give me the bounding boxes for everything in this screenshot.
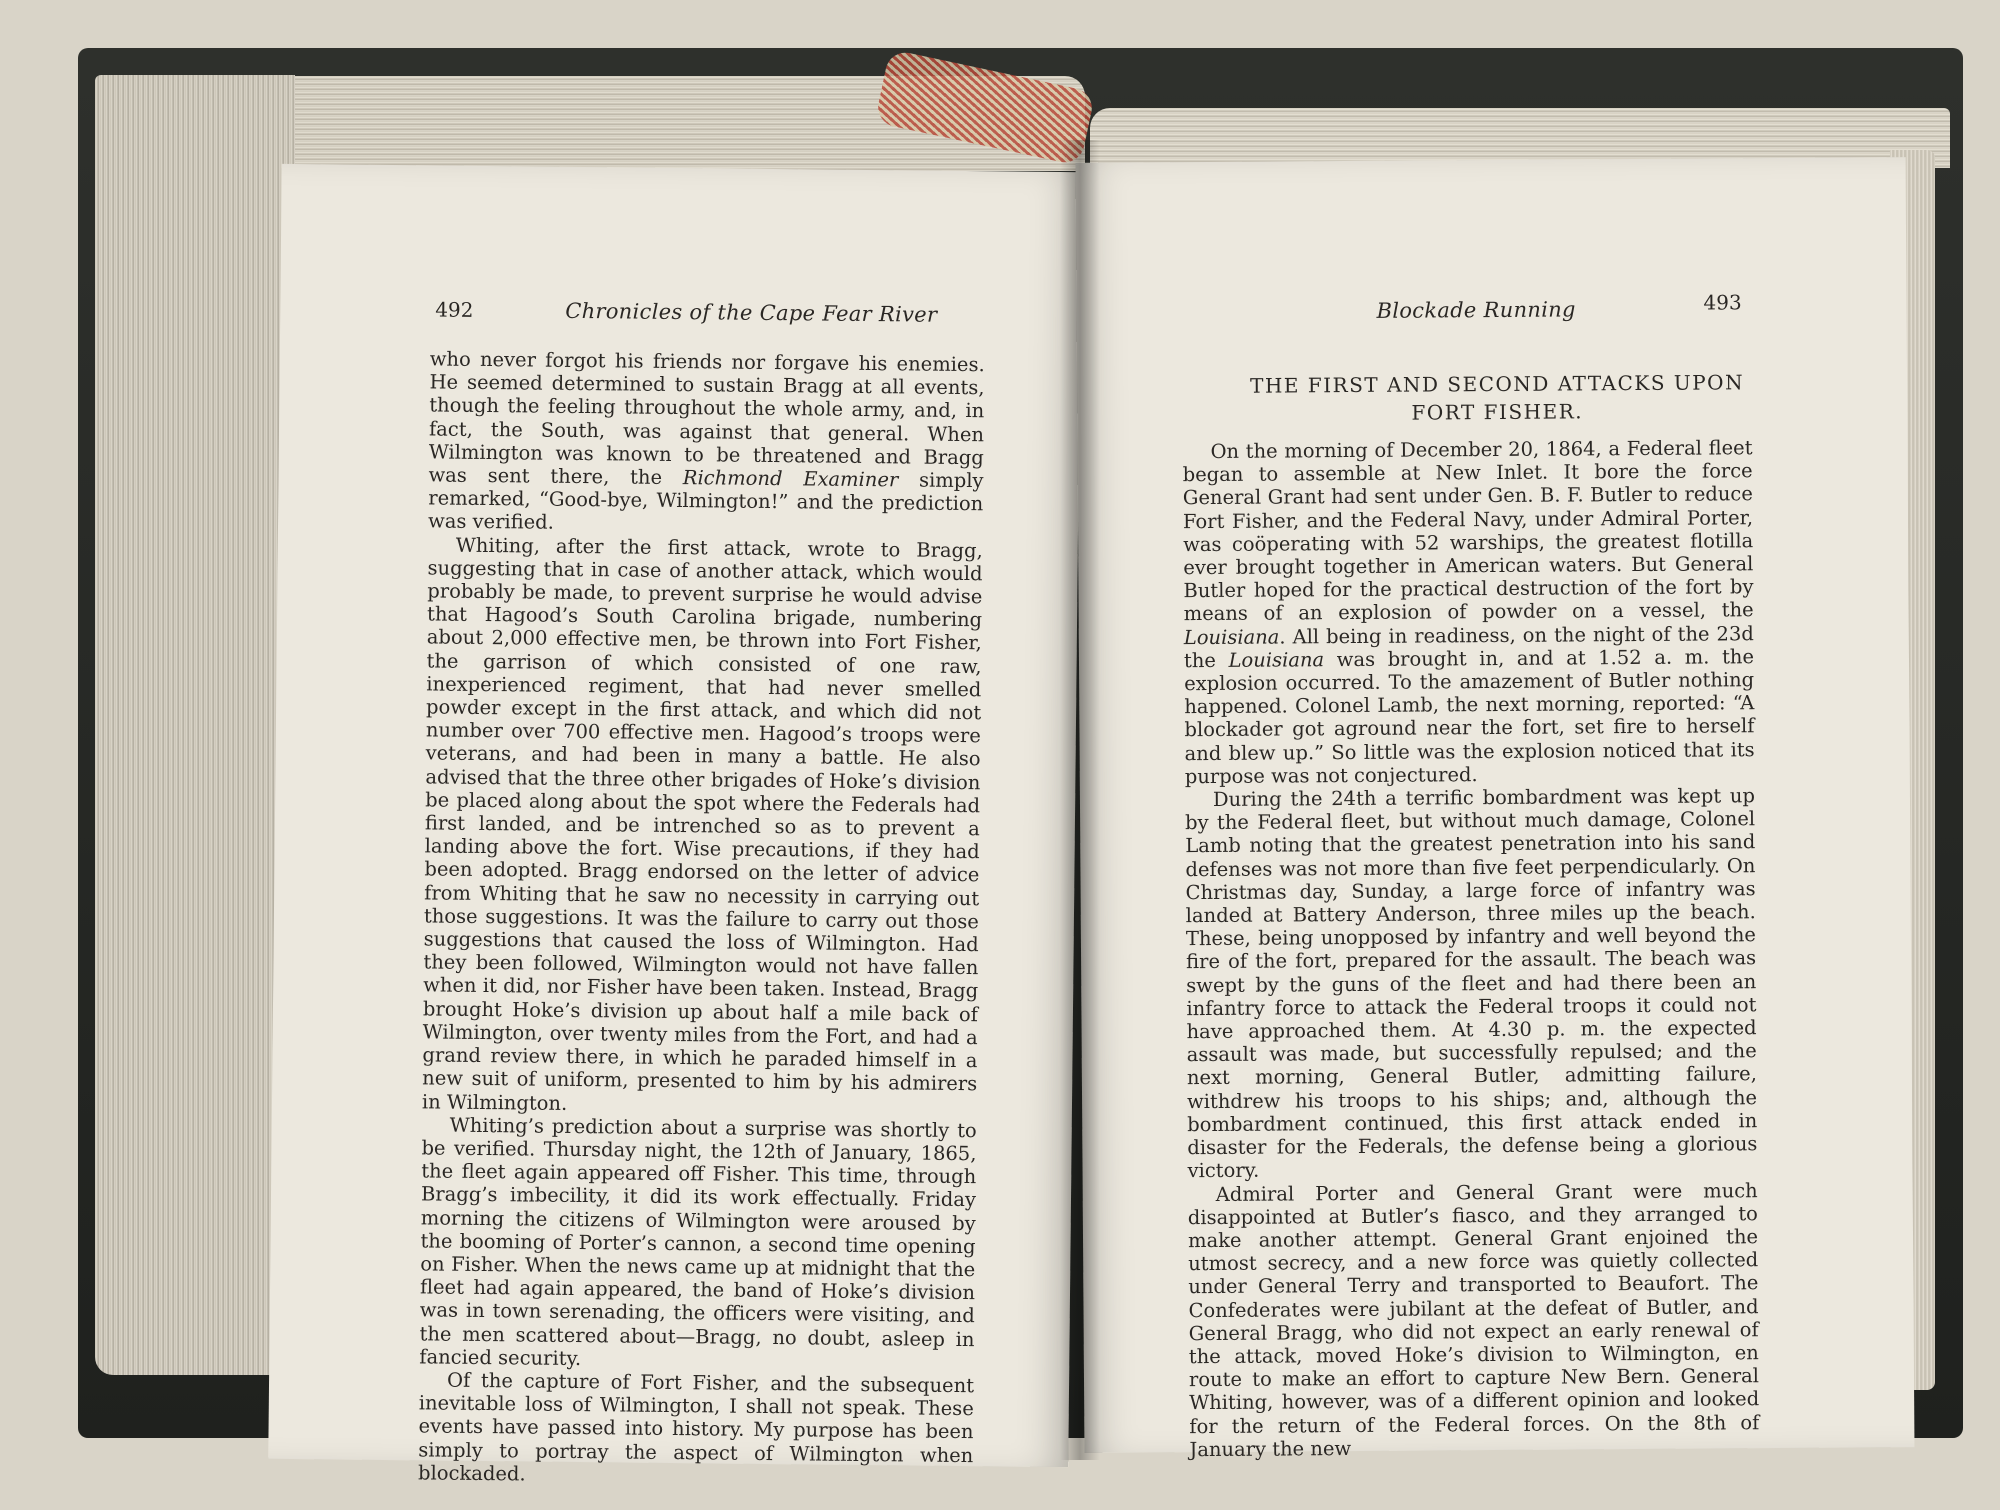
right-paragraph: On the morning of December 20, 1864, a Federal fleet began to assemble at New Inlet. It bore the force General Grant had sent under Gen. B. F. Butler to reduce Fort Fisher, and the Federal Navy, under Admiral Porter, was coöperating with 52 warships, the greatest flotilla ever brought together in American waters. But General Butler hoped for the practical destruction of the fort by means of an explosion of powder on a vessel, the Louisiana. All being in readiness, on the night of the 23d the Louisiana was brought in, and at 1.52 a. m. the explosion occurred. To the amazement of Butler nothing happened. Colonel Lamb, the next morning, reported: “A blockader got aground near the fort, set fire to herself and blew up.” So little was the explosion noticed that its purpose was not conjectured. <box>1182 436 1755 789</box>
gutter-shadow <box>1060 140 1100 1460</box>
left-page-number: 492 <box>435 297 474 322</box>
page-edges-left <box>95 75 295 1375</box>
left-page-header <box>435 297 473 321</box>
left-paragraph: who never forgot his friends nor forgave his enemies. He seemed determined to sustain Bragg at all events, though the feeling throughout the whole army, and, in fact, the South, was against that general. When Wilmington was known to be threatened and Bragg was sent there, the Richmond Examiner simply remarked, “Good-bye, Wilmington!” and the prediction was verified. <box>427 347 985 535</box>
left-paragraph: Whiting’s prediction about a surprise was shortly to be verified. Thursday night, the 12th of January, 1865, the fleet again appeared off Fisher. This time, through Bragg’s imbecility, it did its work effectually. Friday morning the citizens of Wilmington were aroused by the booming of Porter’s cannon, a second time opening on Fisher. When the news came up at midnight that the fleet had again appeared, the band of Hoke’s division was in town serenading, the officers were visiting, and the men scattered about—Bragg, no doubt, asleep in fancied security. <box>419 1113 977 1370</box>
chapter-title: THE FIRST AND SECOND ATTACKS UPON FORT FISHER. <box>1249 370 1745 425</box>
right-paragraph: Admiral Porter and General Grant were much disappointed at Butler’s fiasco, and they arranged to make another attempt. General Grant enjoined the utmost secrecy, and a new force was quietly collected under General Terry and transported to Beaufort. The Confederates were jubilant at the defeat of Butler, and General Bragg, who did not expect an early renewal of the attack, moved Hoke’s division to Wilmington, en route to make an effort to capture New Bern. General Whiting, however, was of a different opinion and looked for the return of the Federal forces. On the 8th of January the new <box>1187 1178 1760 1461</box>
right-page-number: 493 <box>1703 290 1742 315</box>
left-running-head: Chronicles of the Cape Fear River <box>565 298 938 327</box>
right-page <box>1076 157 1915 1461</box>
left-page-text <box>418 347 985 1490</box>
left-paragraph: Of the capture of Fort Fisher, and the subsequent inevitable loss of Wilmington, I shall not speak. These events have passed into history. My purpose has been simply to portray the aspect of Wilmington when blockaded. <box>417 1368 975 1486</box>
left-paragraph: Whiting, after the first attack, wrote to Bragg, suggesting that in case of another attack, which would probably be made, to prevent surprise he would advise that Hagood’s South Carolina brigade, numbering about 2,000 effective men, be thrown into Fort Fisher, the garrison of which consisted of one raw, inexperienced regiment, that had never smelled powder except in the first attack, and which did not number over 700 effective men. Hagood’s troops were veterans, and had been in many a battle. He also advised that the three other brigades of Hoke’s division be placed along about the spot where the Federals had first landed, and be intrenched so as to prevent a landing above the fort. Wise precautions, if they had been adopted. Bragg endorsed on the letter of advice from Whiting that he saw no necessity in carrying out those suggestions. It was the failure to carry out those suggestions that caused the loss of Wilmington. Had they been followed, Wilmington would not have fallen when it did, nor Fisher have been taken. Instead, Bragg brought Hoke’s division up about half a mile back of Wilmington, over twenty miles from the Fort, and had a grand review there, in which he paraded himself in a new suit of uniform, presented to him by his admirers in Wilmington. <box>421 533 983 1115</box>
left-page <box>268 164 1082 1486</box>
right-paragraph: During the 24th a terrific bombardment was kept up by the Federal fleet, but without much damage, Colonel Lamb noting that the greatest penetration into his sand defenses was not more than five feet perpendicularly. On Christmas day, Sunday, a large force of infantry was landed at Battery Anderson, three miles up the beach. These, being unopposed by infantry and well beyond the fire of the fort, prepared for the assault. The beach was swept by the guns of the fleet and had there been an infantry force to attack the Federal troops it could not have approached them. At 4.30 p. m. the expected assault was made, but successfully repulsed; and the next morning, General Butler, admitting failure, withdrew his troops to his ships; and, although the bombardment continued, this first attack ended in disaster for the Federals, the defense being a glorious victory. <box>1185 784 1758 1183</box>
right-page-header <box>1703 290 1741 314</box>
right-running-head: Blockade Running <box>1376 297 1576 323</box>
right-running-head-wrap <box>1376 297 1575 322</box>
left-running-head-wrap <box>565 299 937 327</box>
right-page-text <box>1182 436 1759 1461</box>
